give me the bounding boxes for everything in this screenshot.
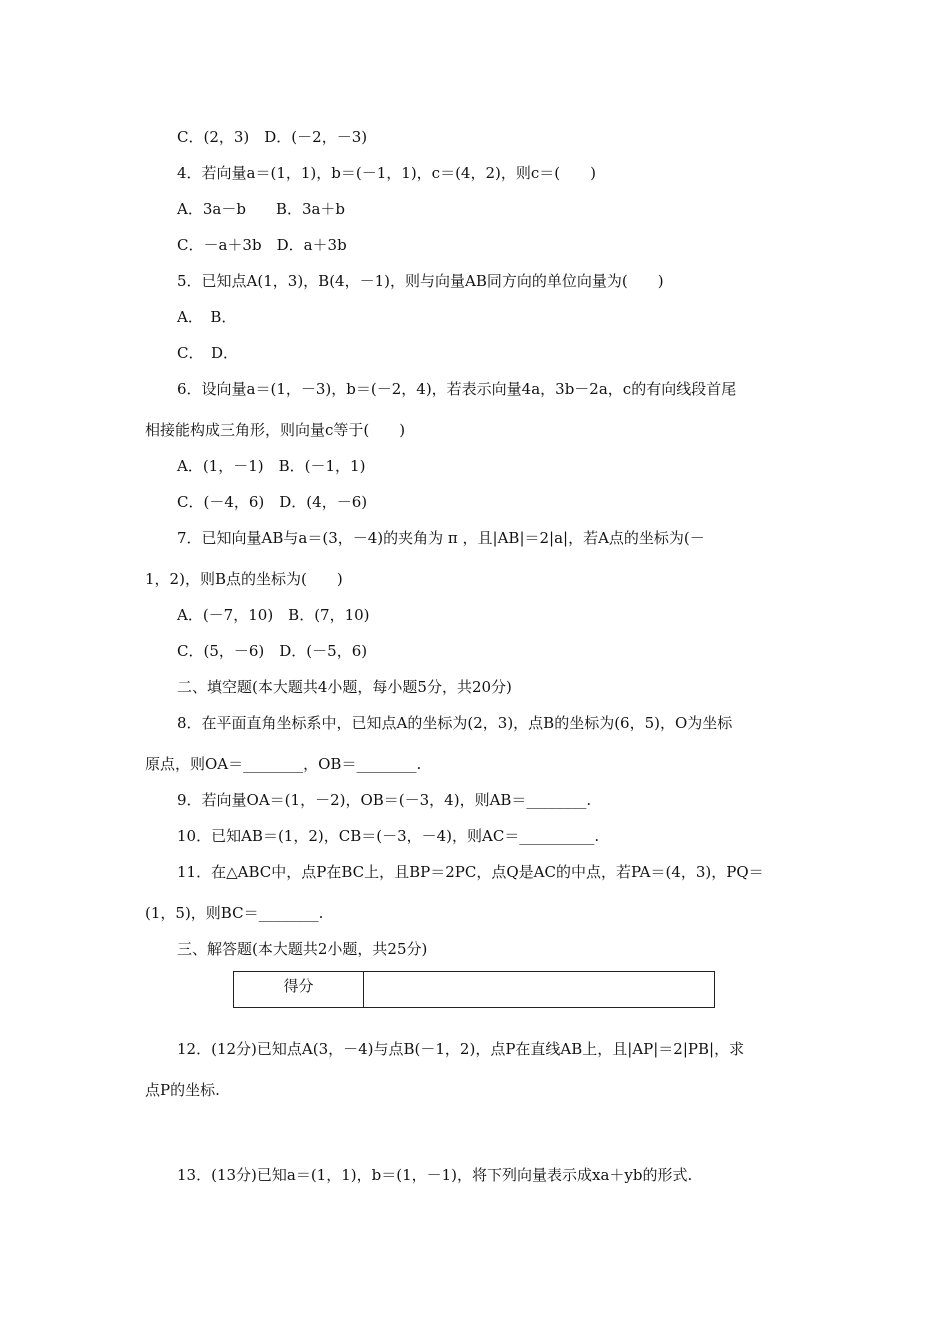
question-4: 4．若向量a＝(1，1)，b＝(－1，1)，c＝(4，2)，则c＝( ) xyxy=(177,164,596,182)
question-13: 13．(13分)已知a＝(1，1)，b＝(1，－1)，将下列向量表示成xa＋yb的形式. xyxy=(177,1166,693,1184)
question-8-continued: 原点，则OA＝________，OB＝________. xyxy=(145,755,422,773)
question-11: 11．在△ABC中，点P在BC上，且BP＝2PC，点Q是AC的中点，若PA＝(4，3)，PQ＝ xyxy=(177,863,764,881)
score-label: 得分 xyxy=(234,972,364,1007)
question-11-continued: (1，5)，则BC＝________. xyxy=(145,904,324,922)
question-12: 12．(12分)已知点A(3，－4)与点B(－1，2)，点P在直线AB上，且|AP|＝2|PB|，求 xyxy=(177,1040,745,1058)
question-7-continued: 1，2)，则B点的坐标为( ) xyxy=(145,570,343,588)
question-12-continued: 点P的坐标. xyxy=(145,1081,220,1099)
option-line-ab-q4: A．3a－b B．3a＋b xyxy=(177,200,346,218)
score-table xyxy=(233,971,715,1008)
question-5: 5．已知点A(1，3)，B(4，－1)，则与向量AB同方向的单位向量为( ) xyxy=(177,272,664,290)
option-line-cd-q3: C．(2，3) D．(－2，－3) xyxy=(177,128,368,146)
section-heading-solutions: 三、解答题(本大题共2小题，共25分) xyxy=(177,940,428,958)
question-10: 10．已知AB＝(1，2)，CB＝(－3，－4)，则AC＝__________. xyxy=(177,827,600,845)
option-line-ab-q5: A． B． xyxy=(177,308,237,326)
option-line-cd-q5: C． D． xyxy=(177,344,239,362)
score-value-cell xyxy=(364,972,714,1007)
question-7: 7．已知向量AB与a＝(3，－4)的夹角为 π ，且|AB|＝2|a|，若A点的坐标为(－ xyxy=(177,529,705,547)
question-6-continued: 相接能构成三角形，则向量c等于( ) xyxy=(145,421,406,439)
option-line-ab-q7: A．(－7，10) B．(7，10) xyxy=(177,606,370,624)
question-8: 8．在平面直角坐标系中，已知点A的坐标为(2，3)，点B的坐标为(6，5)，O为坐标 xyxy=(177,714,733,732)
section-heading-fill-in: 二、填空题(本大题共4小题，每小题5分，共20分) xyxy=(177,678,512,696)
option-line-cd-q4: C．－a＋3b D．a＋3b xyxy=(177,236,347,254)
option-line-ab-q6: A．(1，－1) B．(－1，1) xyxy=(177,457,366,475)
option-line-cd-q7: C．(5，－6) D．(－5，6) xyxy=(177,642,368,660)
question-9: 9．若向量OA＝(1，－2)，OB＝(－3，4)，则AB＝________. xyxy=(177,791,592,809)
question-6: 6．设向量a＝(1，－3)，b＝(－2，4)，若表示向量4a，3b－2a，c的有向线段首尾 xyxy=(177,380,737,398)
option-line-cd-q6: C．(－4，6) D．(4，－6) xyxy=(177,493,368,511)
